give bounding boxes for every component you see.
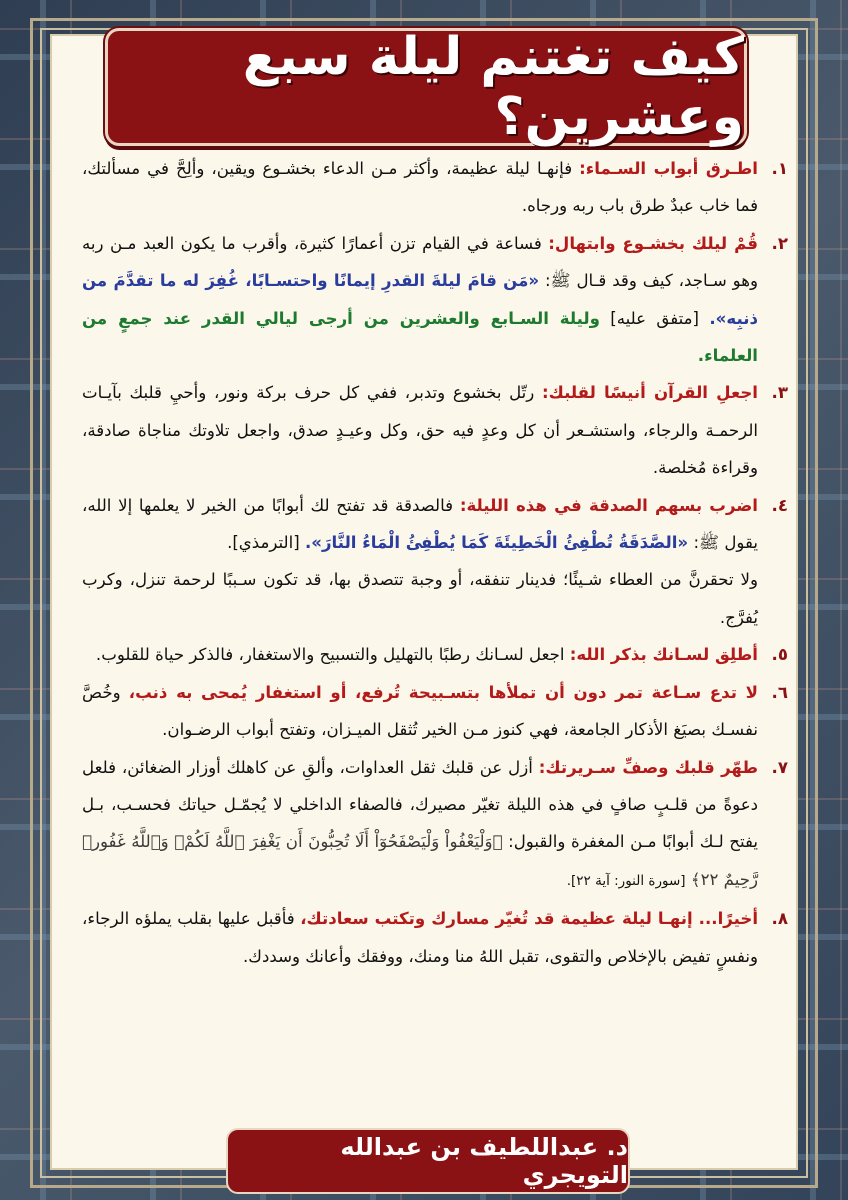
item-note: وليلة السـابع والعشرين من أرجى ليالي القدر عند جمعٍ من العلماء.: [82, 308, 758, 366]
item-heading: قُمْ ليلك بخشـوع وابتهال:: [548, 233, 758, 253]
item-heading: طهّر قلبك وصفِّ سـريرتك:: [538, 757, 758, 777]
item-heading: أطلِق لسـانك بذكر الله:: [569, 645, 758, 665]
item-text: رتّل بخشوع وتدبر، ففي كل حرف بركة ونور، وأحيِ قلبك بآيـات الرحمـة والرجاء، واستشـعر أن كل وعدٍ فيه حق، وكل وعيـدٍ صدق، واجعل تلاوتك مناجاة صادقة، وقراءة مُخلصة.: [82, 383, 758, 478]
item-number: ٦.: [771, 682, 788, 702]
item-text: اجعل لسـانك رطبًا بالتهليل والتسبيح والاستغفار، فالذكر حياة للقلوب.: [95, 645, 565, 665]
list-item-4: [82, 487, 788, 562]
author-banner: [226, 1128, 630, 1194]
list-item-5: [82, 636, 788, 673]
item-heading: اجعلِ القرآن أنيسًا لقلبك:: [542, 383, 758, 403]
list-item-4-continued: [82, 561, 788, 636]
item-text: فالصدقة قد تفتح لك أبوابًا من الخير لا يعلمها إلا الله، يقول ﷺ:: [82, 495, 758, 553]
item-number: ٧.: [771, 757, 788, 777]
hadith-quote: «مَن قامَ ليلةَ القدرِ إيمانًا واحتسـابًا، غُفِرَ له ما تقدَّمَ من ذنبِه».: [82, 271, 758, 328]
list-item-6: [82, 674, 788, 749]
author-name: د. عبداللطيف بن عبدالله التويجري: [340, 1133, 628, 1189]
title-banner: [105, 28, 747, 146]
list-item-7: [82, 749, 788, 901]
item-heading: أخيرًا... إنهـا ليلة عظيمة قد تُغيّر مسارك وتكتب سعادتك،: [300, 909, 759, 929]
hadith-quote: «الصَّدَقَةُ تُطْفِئُ الْخَطِيئَةَ كَمَا يُطْفِئُ الْمَاءُ النَّارَ».: [304, 533, 689, 553]
item-heading: اضرب بسهم الصدقة في هذه الليلة:: [459, 495, 758, 515]
list-item-1: [82, 150, 788, 225]
item-text: ولا تحقرنَّ من العطاء شـيئًا؛ فدينار تنفقه، أو وجبة تتصدق بها، قد تكون سـببًا لرحمة تنزل، وكرب يُفرَّج.: [82, 570, 758, 627]
item-number: ٥.: [771, 645, 788, 665]
item-number: ٨.: [771, 909, 788, 929]
item-text: فإنهـا ليلة عظيمة، وأكثر مـن الدعاء بخشـوع ويقين، وألِحَّ في مسألتك، فما خاب عبدٌ طرق باب ربه ورجاه.: [82, 159, 758, 216]
page-title: كيف تغتنم ليلة سبع وعشرين؟: [242, 27, 744, 147]
verse-source: [سورة النور: آية ٢٢].: [566, 872, 686, 889]
item-heading: اطـرق أبواب السـماء:: [579, 159, 758, 178]
item-number: ١.: [771, 159, 788, 178]
list-item-3: [82, 374, 788, 486]
item-text: وخُصَّ نفسـك بصيَغ الأذكار الجامعة، فهي كنوز مـن الخير تُثقل الميـزان، وتفتح أبواب الرضـوان.: [82, 682, 758, 740]
list-item-2: [82, 225, 788, 375]
hadith-source: [متفق عليه]: [610, 308, 700, 328]
item-text: أزل عن قلبك ثقل العداوات، وألقِ عن كاهلك أوزار الضغائن، فلعل دعوةً من قلـبٍ صافٍ في هذه الليلة تغيّر مصيرك، فالصفاء الداخلي لا يُجمّـل حياتك فحسـب، بـل يفتح لـك أبوابًا مـن المغفرة والقبول:: [82, 757, 758, 852]
list-item-8: [82, 900, 788, 975]
item-number: ٢.: [771, 233, 788, 253]
item-number: ٤.: [771, 495, 788, 515]
content-list: [82, 150, 788, 975]
quran-verse: ﴿وَلْيَعْفُواْ وَلْيَصْفَحُوٓاْ أَلَا تُحِبُّونَ أَن يَغْفِرَ ٱللَّهُ لَكُمْۚ وَٱللَّهُ غَفُورٞ رَّحِيمٌ ٢٢﴾: [82, 832, 758, 889]
hadith-source: [الترمذي].: [227, 533, 300, 553]
item-number: ٣.: [771, 383, 788, 403]
item-text: فساعة في القيام تزن أعمارًا كثيرة، وأقرب ما يكون العبد مـن ربه وهو سـاجد، كيف وقد قـال ﷺ:: [82, 233, 758, 291]
item-text: فأقبل عليها بقلب يملؤه الرجاء، ونفسٍ تفيض بالإخلاص والتقوى، تقبل اللهُ منا ومنك، ووفقك وأعانك وسددك.: [82, 909, 758, 966]
item-heading: لا تدع سـاعة تمر دون أن تملأها بتسـبيحة تُرفع، أو استغفار يُمحى به ذنب،: [128, 682, 758, 702]
